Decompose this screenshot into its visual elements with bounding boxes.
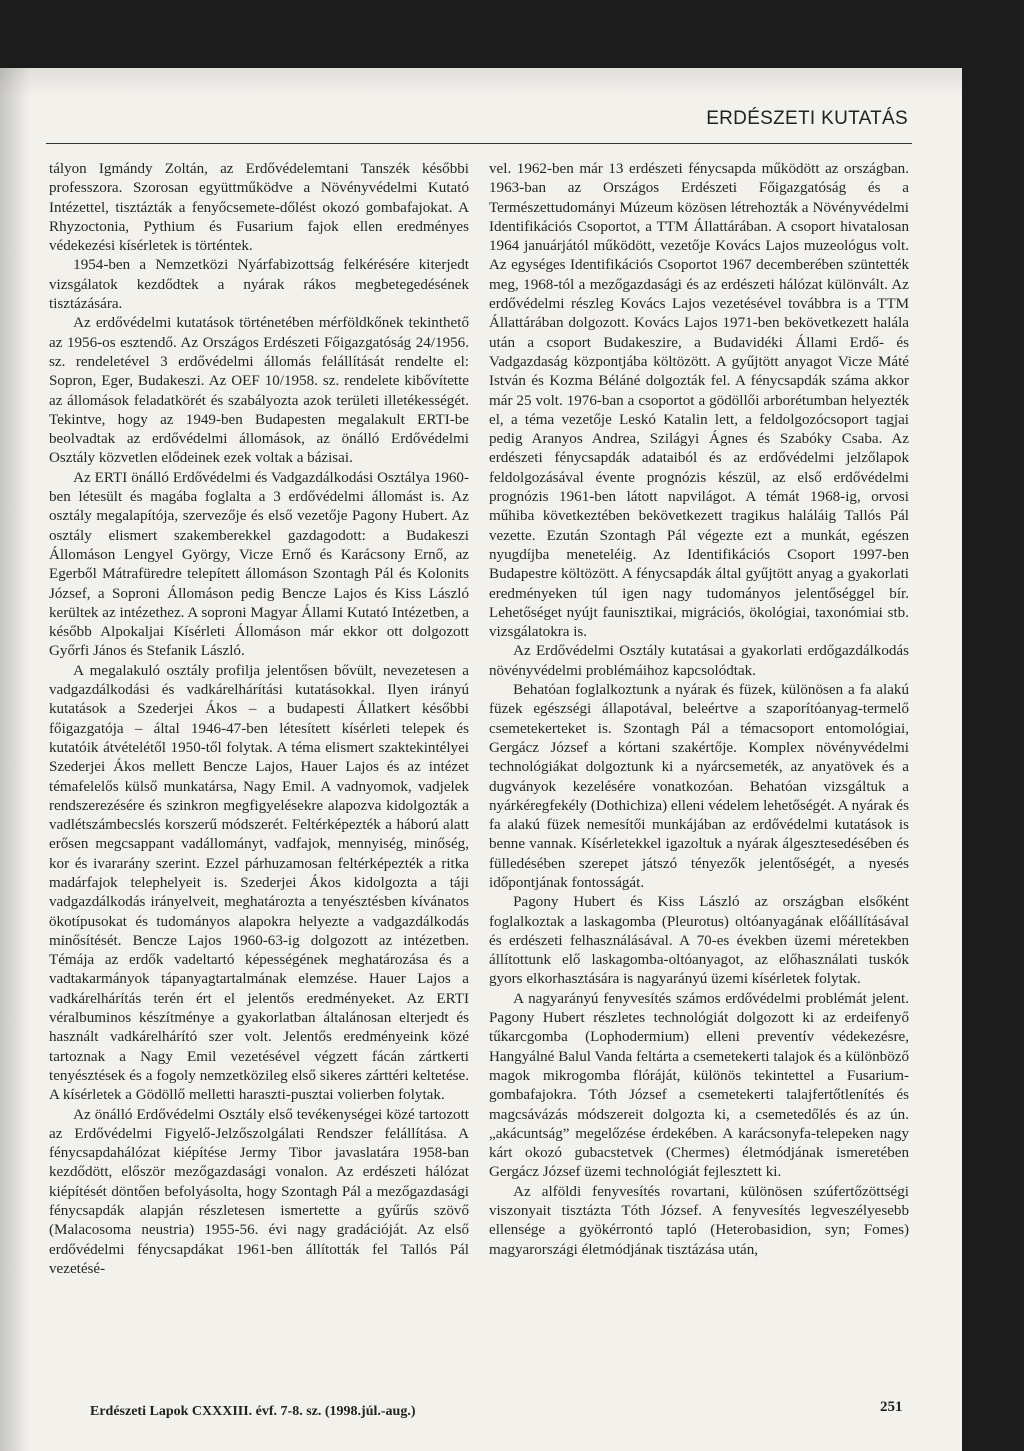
paragraph: vel. 1962-ben már 13 erdészeti fénycsapda működött az országban. 1963-ban az Országos Erdészeti Főigazgatóság és a Természettudományi Múzeum közösen létrehozták a Növényvédelmi Identifikációs Csoportot, a TTM Állattárában. A csoport hivatalosan 1964 januárjától működött, vezetője Kovács Lajos muzeológus volt. Az egységes Identifikációs Csoportot 1967 decemberében szüntették meg, 1968-tól a mezőgazdasági és az erdészeti hálózat különvált. Az erdővédelmi részleg Kovács Lajos vezetésével továbbra is a TTM Állattárában dolgozott. Kovács Lajos 1971-ben bekövetkezett halála után a csoport Budakeszire, a Budavidéki Állami Erdő- és Vadgazdaság központjába költözött. A gyűjtött anyagot Vicze Máté István és Kozma Béláné dolgozták fel. A fénycsapdák száma akkor már 25 volt. 1976-ban a csoportot a gödöllői arborétumban helyezték el, a téma vezetője Leskó Katalin lett, a feldolgozócsoport tagjai pedig Aranyos Andrea, Szilágyi Ágnes és Szabóky Csaba. Az erdészeti fénycsapdák adataiból és az erdővédelmi jelzőlapok feldolgozásával évente prognózis készül, az első erdővédelmi prognózis 1961-ben látott napvilágot. A témát 1968-ig, orvosi műhiba következtében bekövetkezett tragikus haláláig Tallós Pál vezette. Ezután Szontagh Pál végezte ezt a munkát, egészen nyugdíjba meneteléig. Az Identifikációs Csoport 1997-ben Budapestre költözött. A fénycsapdák által gyűjtött anyag a gyakorlati eredményeken túl igen nagy tudományos jelentőséggel bír. Lehetőséget nyújt faunisztikai, migrációs, ökológiai, taxonómiai stb. vizsgálatokra is. [489,161,909,641]
header-rule [46,143,912,144]
paragraph: Az erdővédelmi kutatások történetében mérföldkőnek tekinthető az 1956-os esztendő. Az Országos Erdészeti Főigazgatóság 24/1956. sz. rendeletével 3 erdővédelmi állomás felállítását rendelte el: Sopron, Eger, Budakeszi. Az OEF 10/1958. sz. rendelete kibővítette az állomások feladatkörét és szabályozta azok területi illetékességét. Tekintve, hogy az 1949-ben Budapesten megalakult ERTI-be beolvadtak az erdővédelmi állomások, az önálló Erdővédelmi Osztály közvetlen elődeinek ezek voltak a bázisai. [49,315,469,467]
paragraph: Az önálló Erdővédelmi Osztály első tevékenységei közé tartozott az Erdővédelmi Figyelő-Jelzőszolgálati Rendszer felállítása. A fénycsapdahálózat kiépítése Jermy Tibor javaslatára 1958-ban kezdődött, először mezőgazdasági vonalon. Az erdészeti hálózat kiépítését döntően befolyásolta, hogy Szontagh Pál a mezőgazdasági fénycsapdák alapján részletesen ismertette a gyűrűs szövő (Malacosoma neustria) 1955-56. évi nagy gradációját. Az első erdővédelmi fénycsapdákat 1961-ben állították fel Tallós Pál vezetésé- [49,1106,469,1277]
journal-citation: Erdészeti Lapok CXXXIII. évf. 7-8. sz. (1998.júl.-aug.) [90,1404,416,1419]
paragraph: Az ERTI önálló Erdővédelmi és Vadgazdálkodási Osztálya 1960-ben létesült és magába foglalta a 3 erdővédelmi állomást is. Az osztály megalapítója, szervezője és első vezetője Pagony Hubert. Az osztály elismert szakemberekkel gazdagodott: a Budakeszi Állomáson Lengyel György, Vicze Ernő és Karácsony Ernő, az Egerből Mátrafüredre telepített állomáson Szontagh Pál és Kolonits József, a Soproni Állomáson pedig Bencze Lajos és Kiss László kerültek az intézethez. A soproni Magyar Állami Kutató Intézetben, a később Alpokaljai Kísérleti Állomáson már ekkor ott dolgozott Győrfi János és Stefanik László. [49,469,469,660]
paragraph: Behatóan foglalkoztunk a nyárak és füzek, különösen a fa alakú füzek egészségi állapotával, beleértve a szaporítóanyag-termelő csemetekerteket is. Szontagh Pál a témacsoport entomológiai, Gergácz József a kórtani szakértője. Komplex növényvédelmi technológiákat dolgoztunk ki a nyárcsemeték, az anyatövek és a dugványok kezelésére vonatkozóan. Behatóan vizsgáltuk a nyárkéregfekély (Dothichiza) elleni védelem lehetőségét. A nyárak és fa alakú füzek nemesítői munkájában az erdővédelmi kutatások is benne vannak. Kísérletekkel igazoltuk a nyárak álgesztesedésében és fülledésében szerepet játszó tényezők jelentőségét, a nyesés időpontjának fontosságát. [489,682,909,891]
paragraph: A nagyarányú fenyvesítés számos erdővédelmi problémát jelent. Pagony Hubert részletes technológiát dolgozott ki az erdeifenyő tűkarcgomba (Lophodermium) elleni preventív védekezésre, Hangyálné Balul Vanda feltárta a csemetekerti talajok és a különböző magok mikrogomba flóráját, különös tekintettel a Fusarium-gombafajokra. Tóth József a csemetekerti talajfertőtlenítés és magcsávázás módszereit dolgozta ki, a csemetedőlés és az ún. „akácuntság” megelőzése érdekében. A karácsonyfa-telepeken nagy kárt okozó gubacstetvek (Chermes) életmódjának ismeretében Gergácz József üzemi technológiát fejlesztett ki. [489,990,909,1181]
paragraph: 1954-ben a Nemzetközi Nyárfabizottság felkérésére kiterjedt vizsgálatok kezdődtek a nyárak rákos megbetegedésének tisztázására. [49,257,469,313]
paragraph: Az alföldi fenyvesítés rovartani, különösen szúfertőzöttségi viszonyait tisztázta Tóth József. A fenyvesítés legveszélyesebb ellensége a gyökérrontó tapló (Heterobasidion, syn; Fomes) magyarországi életmódjának tisztázása után, [489,1183,909,1258]
left-column [49,160,469,1279]
paragraph: Az Erdővédelmi Osztály kutatásai a gyakorlati erdőgazdálkodás növényvédelmi problémáihoz kapcsolódtak. [489,643,909,679]
page-number: 251 [880,1399,903,1415]
paragraph: Pagony Hubert és Kiss László az országban elsőként foglalkoztak a laskagomba (Pleurotus) oltóanyagának előállításával és erdészeti felhasználásával. A 70-es években üzemi méretekben állítottunk elő laskagomba-oltóanyagot, az előhasználati tuskók gyors elkorhasztására is nagyarányú üzemi kísérletek folytak. [489,894,909,988]
paragraph: tályon Igmándy Zoltán, az Erdővédelemtani Tanszék későbbi professzora. Szorosan együttműködve a Növényvédelmi Kutató Intézettel, tisztázták a fenyőcsemete-dőlést okozó gombafajokat. A Rhyzoctonia, Pythium és Fusarium fajok ellen eredményes védekezési kísérletek is történtek. [49,161,469,255]
right-column [489,160,909,1260]
paragraph: A megalakuló osztály profilja jelentősen bővült, nevezetesen a vadgazdálkodási és vadkárelhárítási kutatásokkal. Ilyen irányú kutatások a Szederjei Ákos – a budapesti Állatkert későbbi főigazgatója – által 1946-47-ben létesített kísérleti telepek és kutatóik átvételétől 1950-től folytak. A téma elismert szaktekintélyei Szederjei Ákos mellett Bencze Lajos, Hauer Lajos és az intézet témafelelős külső munkatársa, Nagy Emil. A vadnyomok, vadjelek rendszerezésére és szinkron megfigyelésekre alapozva kidolgozták a vadlétszámbecslés korszerű módszerét. Feltérképezték a háború alatt erősen megcsappant vadállományt, vadfajok, mennyiség, minőség, kor és ivararány szerint. Ezzel párhuzamosan feltérképezték a ritka madárfajok telephelyeit is. Szederjei Ákos kidolgozta a táji vadgazdálkodás irányelveit, meghatározta a tenyésztésben kívánatos ökotípusokat és tudományos alapokra helyezte a vadgazdálkodás minősítését. Bencze Lajos 1960-63-ig dolgozott az intézetben. Témája az erdők vadeltartó képességének meghatározása és a vadtakarmányok tápanyagtartalmának elemzése. Hauer Lajos a vadkárelhárítás terén ért el jelentős eredményeket. Az ERTI véralbuminos készítménye a gyakorlatban általánosan elterjedt és használt vadkárelhárító szer volt. Jelentős eredményeink közé tartoznak a Nagy Emil vezetésével végzett fácán zártkerti tenyésztések és a fogoly nemzetközileg első sikeres zárttéri keltetése. A kísérletek a Gödöllő melletti haraszti-pusztai volierben folytak. [49,662,469,1104]
running-title: ERDÉSZETI KUTATÁS [706,108,908,129]
